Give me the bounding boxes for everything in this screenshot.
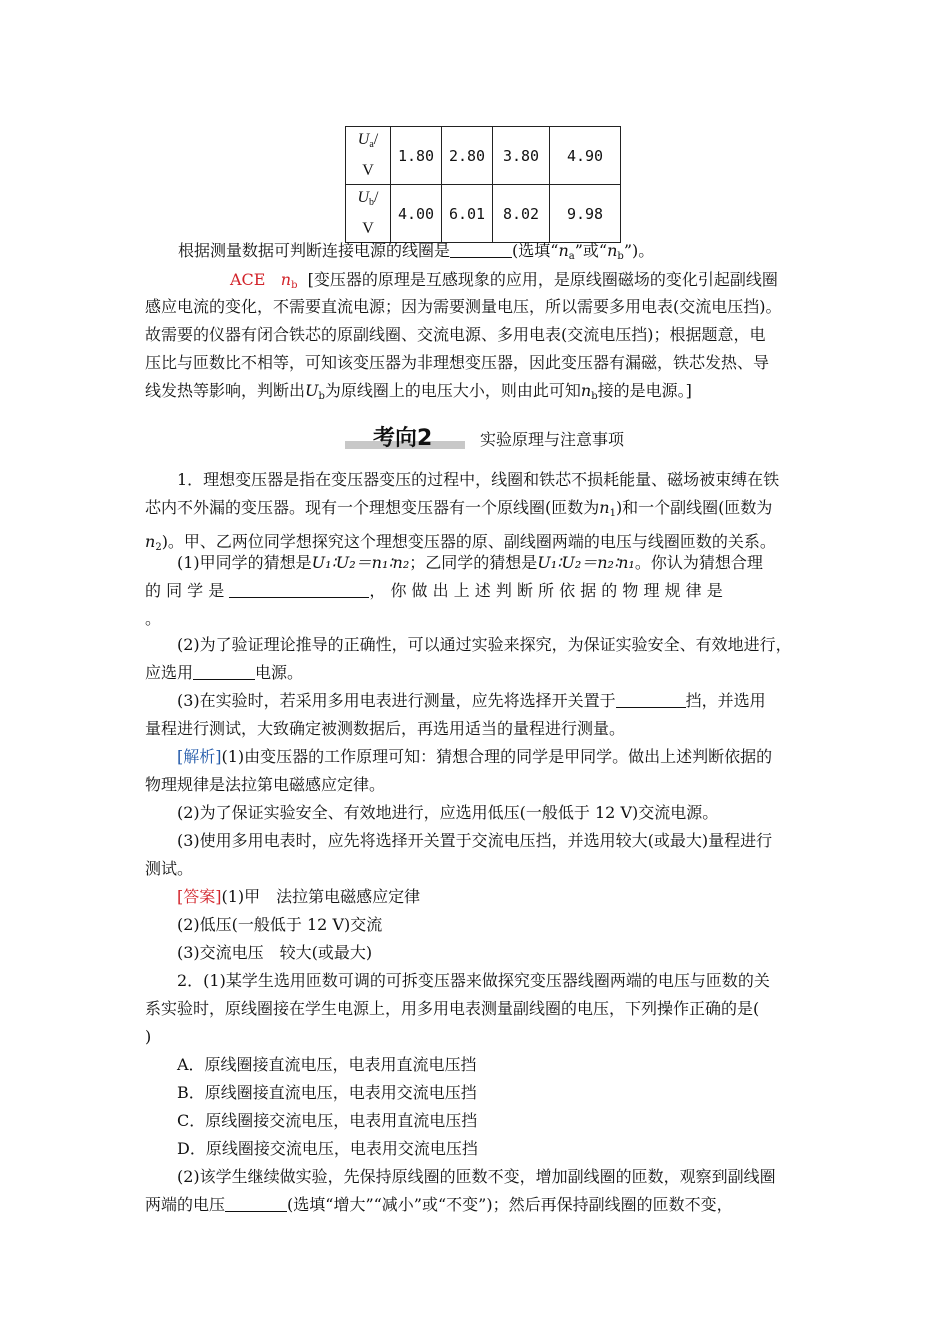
section-subtitle: 实验原理与注意事项 [480,430,625,449]
problem-1: 1．理想变压器是指在变压器变压的过程中，线圈和铁芯不损耗能量、磁场被束缚在铁 芯内不外漏的变压器。现有一个理想变压器有一个原线圈(匝数为$n_1$)和一个副线圈(匝数为 $n_2$)。甲、乙两位同学想探究这个理想变压器的原、副线圈两端的电压与线圈匝数的关系。 [145,470,780,553]
voltage-table [345,126,621,243]
table-cell: 2.80 [442,127,493,185]
answer-line-1: ACE $n_b$ [变压器的原理是互感现象的应用，是原线圈磁场的变化引起副线圈 [230,270,778,291]
answer-blank[interactable] [193,663,255,680]
row-header-ub: $U_b/$ V [346,185,391,243]
section-header [345,421,665,455]
answer-blank[interactable] [229,581,369,598]
analysis-block: [解析](1)由变压器的工作原理可知：猜想合理的同学是甲同学。做出上述判断依据的 物理规律是法拉第电磁感应定律。 (2)为了保证实验安全、有效地进行，应选用低压(一般低于 12 V)交流电源。 (3)使用多用电表时，应先将选择开关置于交流电压挡，并选用较大(或最大)量程进行 测试。 [145,747,773,878]
table-cell: 4.90 [550,127,621,185]
section-title: 考向2 [373,426,433,451]
problem-1-q2: (2)为了验证理论推导的正确性，可以通过实验来探究，为保证实验安全、有效地进行， 应选用 电源。 [145,635,792,682]
answer-blank[interactable] [450,241,512,258]
option-d: D．原线圈接交流电压，电表用交流电压挡 [177,1139,478,1158]
answer-block: [答案](1)甲 法拉第电磁感应定律 (2)低压(一般低于 12 V)交流 (3)交流电压 较大(或最大) [177,887,421,962]
answer-blank[interactable] [225,1195,287,1212]
answer-ace: ACE [230,270,266,289]
problem-1-q1: (1)甲同学的猜想是U₁∶U₂＝n₁∶n₂；乙同学的猜想是U₁∶U₂＝n₂∶n₁。你认为猜想合理 的 同 学 是 ， 你 做 出 上 述 判 断 所 依 据 的 物 理 规 律 是 。 [145,553,763,628]
answer-tag: [答案] [177,887,222,906]
analysis-tag: [解析] [177,747,222,766]
problem-1-q3: (3)在实验时，若采用多用电表进行测量，应先将选择开关置于 挡，并选用 量程进行测试，大致确定被测数据后，再选用适当的量程进行测量。 [145,691,766,738]
option-c: C．原线圈接交流电压，电表用直流电压挡 [177,1111,478,1130]
question-line: 根据测量数据可判断连接电源的线圈是 (选填“$n_a$”或“$n_b$”)。 [178,241,655,262]
table-row [346,127,621,185]
table-cell: 8.02 [493,185,550,243]
table-cell: 3.80 [493,127,550,185]
table-row [346,185,621,243]
option-b: B．原线圈接直流电压，电表用交流电压挡 [177,1083,477,1102]
problem-2: 2．(1)某学生选用匝数可调的可拆变压器来做探究变压器线圈两端的电压与匝数的关 系实验时，原线圈接在学生电源上，用多用电表测量副线圈的电压，下列操作正确的是( ) A．原线圈接直流电压，电表用直流电压挡 B．原线圈接直流电压，电表用交流电压挡 C．原线圈接交流电压，电表用直流电压挡 D．原线圈接交流电压，电表用交流电压挡 (2)该学生继续做实验，先保持原线圈的匝数不变，增加副线圈的匝数，观察到副线圈 两端的电压 (选填“增大”“减小”或“不变”)；然后再保持副线圈的匝数不变， [145,967,808,1219]
answer-blank[interactable] [616,691,686,708]
option-a: A．原线圈接直流电压，电表用直流电压挡 [177,1055,477,1074]
table-cell: 9.98 [550,185,621,243]
answer-explanation: 感应电流的变化，不需要直流电源；因为需要测量电压，所以需要多用电表(交流电压挡)。 故需要的仪器有闭合铁芯的原副线圈、交流电源、多用电表(交流电压挡)；根据题意，电 压比与匝数比不相等，可知该变压器为非理想变压器，因此变压器有漏磁，铁芯发热、导 线发热等影响，判断出$U_b$为原线圈上的电压大小，则由此可知$n_b$接的是电源。] [145,297,782,402]
table-cell: 4.00 [391,185,442,243]
row-header-ua: $U_a/$ V [346,127,391,185]
table-cell: 6.01 [442,185,493,243]
table-cell: 1.80 [391,127,442,185]
